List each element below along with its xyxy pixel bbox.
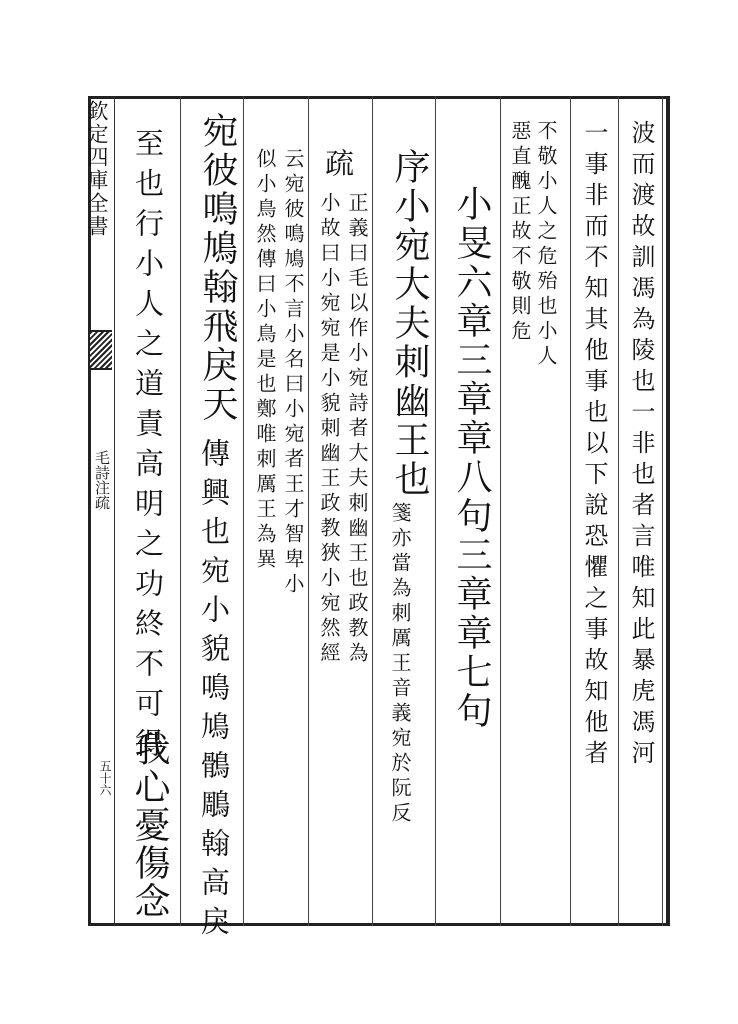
column-rule xyxy=(243,96,244,926)
column-rule xyxy=(308,96,309,926)
text-column-3a: 不敬小人之危殆也小人 xyxy=(534,120,558,370)
preface-annotation: 箋亦當為刺厲王音義宛於阮反 xyxy=(388,502,412,827)
column-rule xyxy=(372,96,373,926)
poem-annotation: 傳興也宛小貌鳴鳩鶻鵰翰高戾 xyxy=(197,438,231,945)
column-rule xyxy=(570,96,571,926)
annotation-line: 至也行小人之道責高明之功終不可得 xyxy=(131,128,165,768)
text-column-3b: 惡直醜正故不敬則危 xyxy=(508,120,532,345)
commentary-line-c: 云宛彼鳴鳩不言小名曰小宛者王才智卑小 xyxy=(281,148,305,598)
column-rule xyxy=(435,96,436,926)
column-rule xyxy=(618,96,619,926)
gutter-page-number: 五十六 xyxy=(98,760,112,796)
poem-line: 宛彼鳴鳩翰飛戾天 xyxy=(197,112,238,424)
chapter-count-heading: 小旻六章三章章八句三章章七句 xyxy=(451,185,492,731)
commentary-heading: 疏 xyxy=(321,148,355,183)
gutter-book-title: 毛詩注疏 xyxy=(93,450,111,510)
commentary-line-d: 似小鳥然傳曰小鳥是也鄭唯刺厲王為異 xyxy=(253,148,277,573)
preface-line: 序小宛大夫刺幽王也 xyxy=(389,148,430,499)
text-column-1: 波而渡故訓馮為陵也一非也者言唯知此暴虎馮河 xyxy=(627,120,655,771)
text-column-2: 一事非而不知其他事也以下說恐懼之事故知他者 xyxy=(580,120,608,771)
column-rule xyxy=(500,96,501,926)
poem-continuation: 我心憂傷念 xyxy=(129,730,170,920)
commentary-line-a: 正義曰毛以作小宛詩者大夫刺幽王也政教為 xyxy=(345,192,369,667)
gutter-title: 欽定四庫全書 xyxy=(85,100,109,238)
commentary-line-b: 小故曰小宛宛是小貌刺幽王政教狹小宛然經 xyxy=(317,192,341,667)
fishtail-mark xyxy=(90,330,112,370)
frame-inner-rule xyxy=(662,96,663,926)
column-rule xyxy=(180,96,181,926)
